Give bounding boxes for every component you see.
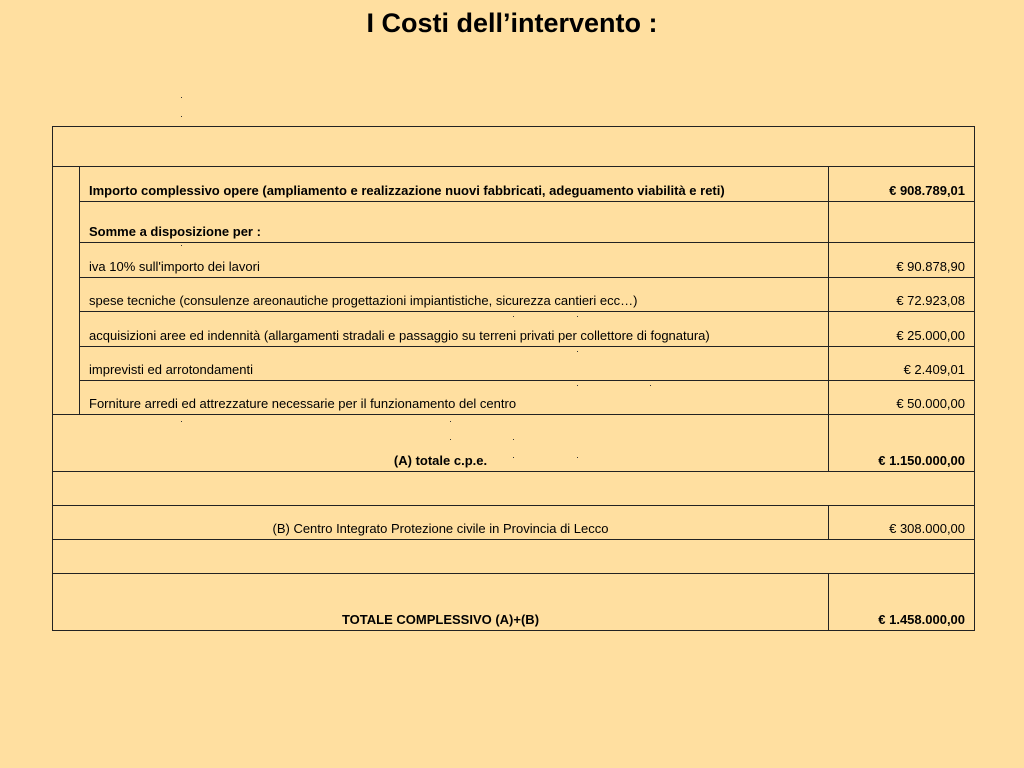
row-label: Forniture arredi ed attrezzature necessarie per il funzionamento del centro xyxy=(80,381,829,415)
row-label: iva 10% sull'importo dei lavori xyxy=(80,243,829,278)
row-amount-empty xyxy=(829,202,975,243)
table-row xyxy=(53,202,975,243)
stray-dot xyxy=(577,316,578,317)
row-amount: € 90.878,90 xyxy=(829,243,975,278)
row-label: spese tecniche (consulenze areonautiche progettazioni impiantistiche, sicurezza cantieri ecc…) xyxy=(80,278,829,312)
b-amount: € 308.000,00 xyxy=(829,506,975,540)
table-row-empty xyxy=(53,540,975,574)
stray-dot xyxy=(577,385,578,386)
empty-cell xyxy=(53,127,975,167)
grand-total-label: TOTALE COMPLESSIVO (A)+(B) xyxy=(53,574,829,631)
stray-dot xyxy=(181,245,182,246)
stray-dot xyxy=(513,316,514,317)
costs-table xyxy=(52,126,975,631)
indent-cell xyxy=(53,167,80,415)
table-row-empty xyxy=(53,472,975,506)
table-row xyxy=(53,243,975,278)
page-title: I Costi dell’intervento : xyxy=(366,8,658,38)
b-label: (B) Centro Integrato Protezione civile in Provincia di Lecco xyxy=(53,506,829,540)
table-row xyxy=(53,347,975,381)
stray-dot xyxy=(181,421,182,422)
stray-dot xyxy=(450,439,451,440)
table-row-b xyxy=(53,506,975,540)
table-row xyxy=(53,167,975,202)
row-amount: € 25.000,00 xyxy=(829,312,975,347)
row-label: Importo complessivo opere (ampliamento e realizzazione nuovi fabbricati, adeguamento viabilità e reti) xyxy=(80,167,829,202)
table-row xyxy=(53,278,975,312)
row-amount: € 50.000,00 xyxy=(829,381,975,415)
stray-dot xyxy=(181,97,182,98)
empty-cell xyxy=(53,540,975,574)
empty-cell xyxy=(53,472,975,506)
stray-dot xyxy=(450,421,451,422)
table-row xyxy=(53,381,975,415)
row-amount: € 2.409,01 xyxy=(829,347,975,381)
stray-dot xyxy=(181,116,182,117)
total-a-label: (A) totale c.p.e. xyxy=(53,415,829,472)
grand-total-amount: € 1.458.000,00 xyxy=(829,574,975,631)
row-label: Somme a disposizione per : xyxy=(80,202,829,243)
stray-dot xyxy=(513,457,514,458)
stray-dot xyxy=(577,457,578,458)
stray-dot xyxy=(513,439,514,440)
row-amount: € 72.923,08 xyxy=(829,278,975,312)
row-amount: € 908.789,01 xyxy=(829,167,975,202)
total-a-amount: € 1.150.000,00 xyxy=(829,415,975,472)
table-row-grand-total xyxy=(53,574,975,631)
stray-dot xyxy=(577,351,578,352)
row-label: acquisizioni aree ed indennità (allargamenti stradali e passaggio su terreni privati per collettore di fognatura) xyxy=(80,312,829,347)
stray-dot xyxy=(650,385,651,386)
row-label: imprevisti ed arrotondamenti xyxy=(80,347,829,381)
table-row-total-a xyxy=(53,415,975,472)
table-row-empty xyxy=(53,127,975,167)
